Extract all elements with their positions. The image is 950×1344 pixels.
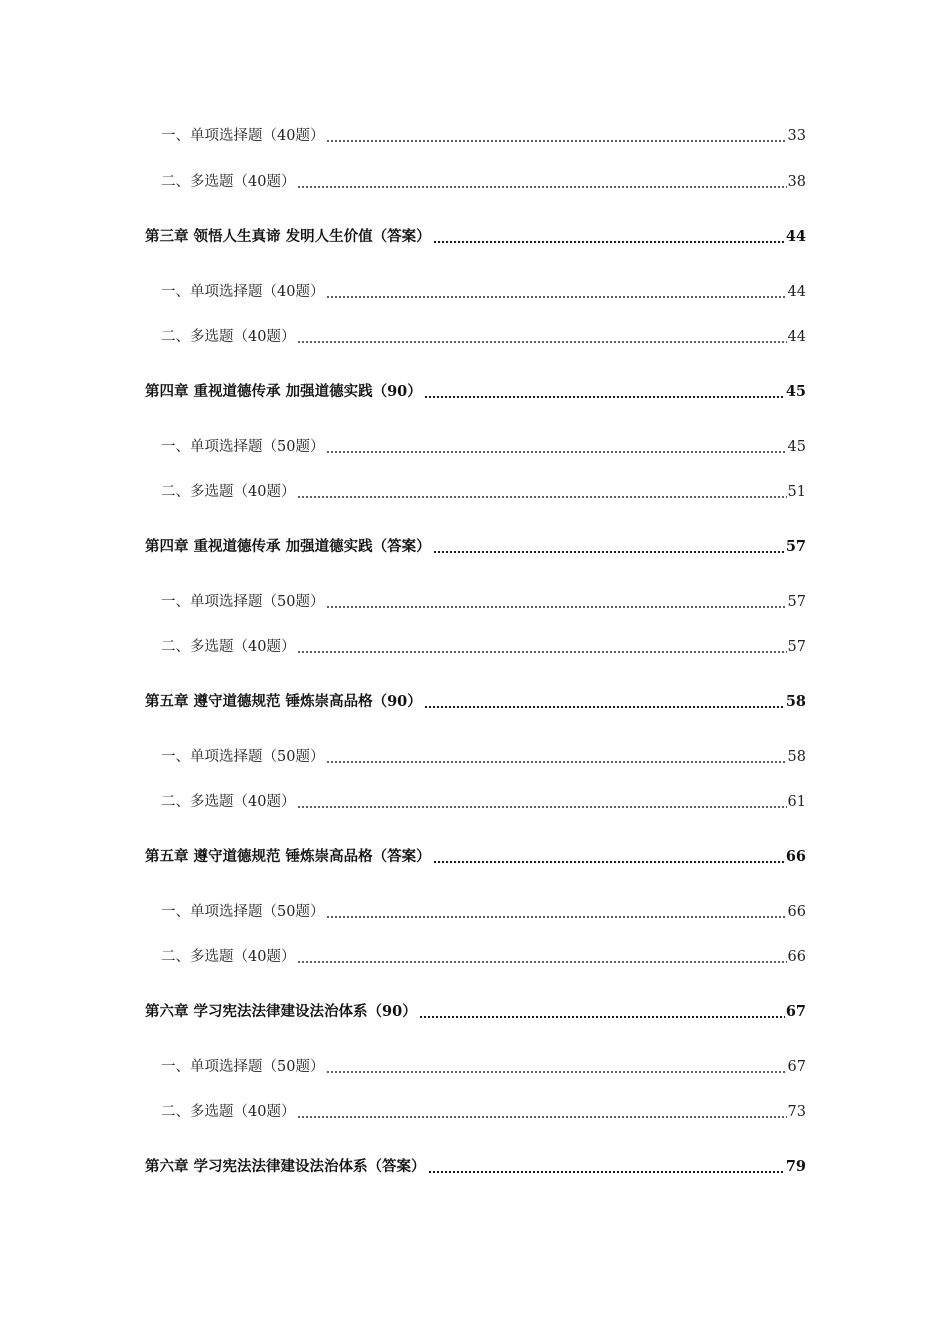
toc-chapter-entry[interactable] xyxy=(145,380,806,404)
toc-page-number: 58 xyxy=(787,749,806,765)
toc-page-number: 66 xyxy=(787,904,806,920)
toc-page-number: 51 xyxy=(787,484,806,500)
toc-dot-leader xyxy=(326,451,786,453)
toc-dot-leader xyxy=(297,1116,786,1118)
toc-dot-leader xyxy=(433,551,785,553)
toc-chapter-entry[interactable] xyxy=(145,690,806,714)
toc-section-entry[interactable] xyxy=(161,325,806,349)
toc-entry-title: 二、多选题（40题） xyxy=(161,794,296,810)
toc-dot-leader xyxy=(419,1016,785,1018)
toc-dot-leader xyxy=(326,761,786,763)
toc-entry-title: 二、多选题（40题） xyxy=(161,329,296,345)
toc-page-number: 38 xyxy=(787,174,806,190)
toc-section-entry[interactable] xyxy=(161,590,806,614)
toc-page-number: 67 xyxy=(787,1059,806,1075)
toc-section-entry[interactable] xyxy=(161,280,806,304)
toc-entry-title: 第四章 重视道德传承 加强道德实践（90） xyxy=(145,383,422,400)
toc-section-entry[interactable] xyxy=(161,480,806,504)
toc-dot-leader xyxy=(297,186,786,188)
toc-entry-title: 一、单项选择题（50题） xyxy=(161,439,325,455)
toc-dot-leader xyxy=(326,296,786,298)
toc-page-number: 57 xyxy=(787,594,806,610)
toc-entry-title: 二、多选题（40题） xyxy=(161,484,296,500)
toc-chapter-entry[interactable] xyxy=(145,535,806,559)
toc-entry-title: 二、多选题（40题） xyxy=(161,949,296,965)
toc-dot-leader xyxy=(326,606,786,608)
toc-chapter-entry[interactable] xyxy=(145,225,806,249)
toc-chapter-entry[interactable] xyxy=(145,845,806,869)
toc-page-number: 73 xyxy=(787,1104,806,1120)
toc-dot-leader xyxy=(424,706,785,708)
toc-section-entry[interactable] xyxy=(161,745,806,769)
toc-section-entry[interactable] xyxy=(161,1055,806,1079)
toc-entry-title: 第六章 学习宪法法律建设法治体系（答案） xyxy=(145,1158,426,1175)
toc-page-number: 33 xyxy=(787,128,806,144)
toc-entry-title: 第三章 领悟人生真谛 发明人生价值（答案） xyxy=(145,228,431,245)
toc-dot-leader xyxy=(326,916,786,918)
toc-page-number: 79 xyxy=(785,1158,806,1175)
toc-chapter-entry[interactable] xyxy=(145,1155,806,1179)
toc-entry-title: 一、单项选择题（50题） xyxy=(161,749,325,765)
toc-page-number: 61 xyxy=(787,794,806,810)
toc-page-number: 57 xyxy=(787,639,806,655)
toc-entry-title: 二、多选题（40题） xyxy=(161,174,296,190)
toc-dot-leader xyxy=(297,341,786,343)
toc-dot-leader xyxy=(297,961,786,963)
toc-entry-title: 第五章 遵守道德规范 锤炼崇高品格（90） xyxy=(145,693,422,710)
toc-page-number: 45 xyxy=(787,439,806,455)
toc-page-number: 44 xyxy=(785,228,806,245)
toc-section-entry[interactable] xyxy=(161,945,806,969)
toc-entry-title: 第六章 学习宪法法律建设法治体系（90） xyxy=(145,1003,417,1020)
toc-page-number: 67 xyxy=(785,1003,806,1020)
toc-page-number: 44 xyxy=(787,329,806,345)
toc-entry-title: 二、多选题（40题） xyxy=(161,639,296,655)
toc-page-number: 44 xyxy=(787,284,806,300)
toc-section-entry[interactable] xyxy=(161,170,806,194)
toc-page-number: 66 xyxy=(787,949,806,965)
toc-chapter-entry[interactable] xyxy=(145,1000,806,1024)
toc-dot-leader xyxy=(433,861,785,863)
toc-entry-title: 一、单项选择题（40题） xyxy=(161,284,325,300)
toc-section-entry[interactable] xyxy=(161,790,806,814)
toc-entry-title: 第四章 重视道德传承 加强道德实践（答案） xyxy=(145,538,431,555)
toc-dot-leader xyxy=(297,651,786,653)
toc-entry-title: 一、单项选择题（40题） xyxy=(161,128,325,144)
toc-page-number: 57 xyxy=(785,538,806,555)
toc-entry-title: 一、单项选择题（50题） xyxy=(161,594,325,610)
toc-dot-leader xyxy=(297,806,786,808)
toc-section-entry[interactable] xyxy=(161,124,806,148)
toc-entry-title: 一、单项选择题（50题） xyxy=(161,1059,325,1075)
toc-entry-title: 二、多选题（40题） xyxy=(161,1104,296,1120)
toc-page-number: 45 xyxy=(785,383,806,400)
toc-dot-leader xyxy=(424,396,785,398)
toc-dot-leader xyxy=(428,1171,785,1173)
toc-entry-title: 一、单项选择题（50题） xyxy=(161,904,325,920)
toc-dot-leader xyxy=(326,1071,786,1073)
toc-section-entry[interactable] xyxy=(161,900,806,924)
toc-dot-leader xyxy=(297,496,786,498)
toc-entry-title: 第五章 遵守道德规范 锤炼崇高品格（答案） xyxy=(145,848,431,865)
toc-page-number: 66 xyxy=(785,848,806,865)
toc-dot-leader xyxy=(433,241,785,243)
toc-section-entry[interactable] xyxy=(161,435,806,459)
toc-page-number: 58 xyxy=(785,693,806,710)
toc-section-entry[interactable] xyxy=(161,1100,806,1124)
toc-section-entry[interactable] xyxy=(161,635,806,659)
toc-dot-leader xyxy=(326,140,786,142)
